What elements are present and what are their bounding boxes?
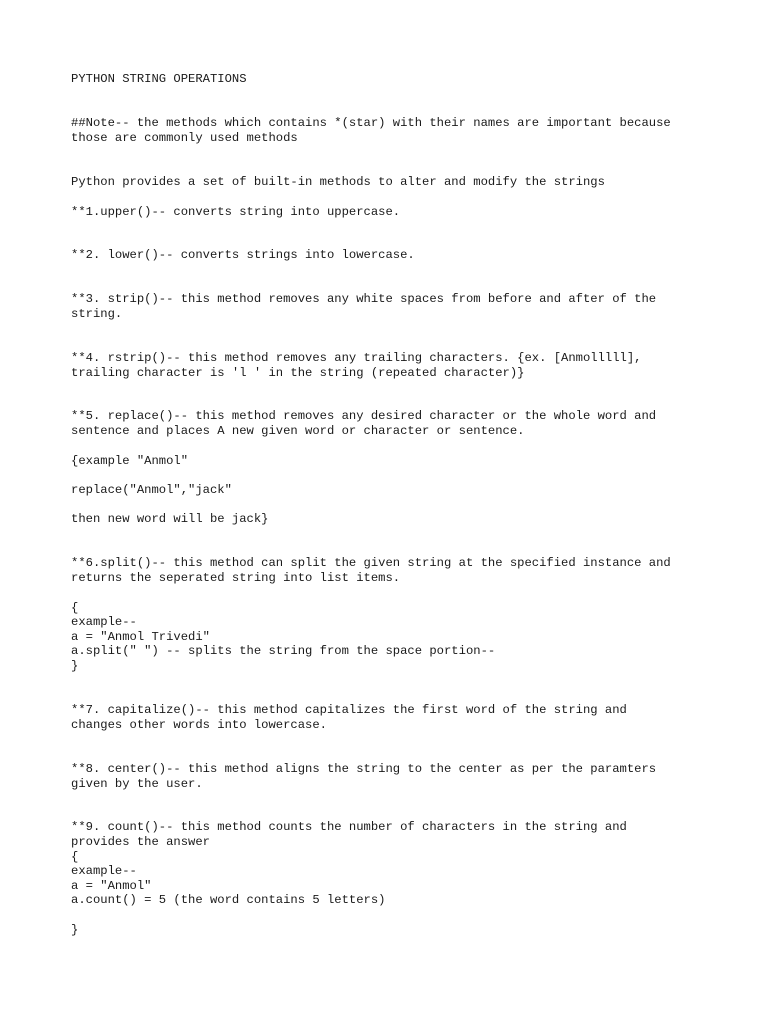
count-example-line-3: a = "Anmol" (71, 879, 152, 893)
replace-example-line-2: replace("Anmol","jack" (71, 483, 232, 497)
item-split-line-2: returns the seperated string into list items. (71, 571, 401, 585)
item-upper: **1.upper()-- converts string into uppercase. (71, 205, 401, 219)
item-rstrip-line-1: **4. rstrip()-- this method removes any trailing characters. {ex. [Anmolllll], (71, 351, 642, 365)
count-example-line-4: a.count() = 5 (the word contains 5 letters) (71, 893, 386, 907)
replace-example-line-3: then new word will be jack} (71, 512, 269, 526)
split-example-line-1: { (71, 601, 79, 615)
item-center-line-2: given by the user. (71, 777, 203, 791)
item-replace-line-2: sentence and places A new given word or character or sentence. (71, 424, 525, 438)
item-replace-line-1: **5. replace()-- this method removes any desired character or the whole word and (71, 409, 657, 423)
item-capitalize-line-2: changes other words into lowercase. (71, 718, 327, 732)
split-example-line-2: example-- (71, 615, 137, 629)
item-count-line-1: **9. count()-- this method counts the number of characters in the string and (71, 820, 627, 834)
item-count-line-2: provides the answer (71, 835, 210, 849)
intro-text: Python provides a set of built-in methods to alter and modify the strings (71, 175, 605, 189)
item-strip-line-2: string. (71, 307, 123, 321)
document-title: PYTHON STRING OPERATIONS (71, 72, 247, 86)
note-line-1: ##Note-- the methods which contains *(star) with their names are important because (71, 116, 671, 130)
item-split-line-1: **6.split()-- this method can split the given string at the specified instance and (71, 556, 671, 570)
count-example-line-1: { (71, 850, 79, 864)
item-strip-line-1: **3. strip()-- this method removes any white spaces from before and after of the (71, 292, 657, 306)
split-example-line-3: a = "Anmol Trivedi" (71, 630, 210, 644)
count-example-line-2: example-- (71, 864, 137, 878)
split-example-line-4: a.split(" ") -- splits the string from the space portion-- (71, 644, 496, 658)
item-center-line-1: **8. center()-- this method aligns the string to the center as per the paramters (71, 762, 657, 776)
item-capitalize-line-1: **7. capitalize()-- this method capitalizes the first word of the string and (71, 703, 627, 717)
replace-example-line-1: {example "Anmol" (71, 454, 189, 468)
item-lower: **2. lower()-- converts strings into lowercase. (71, 248, 415, 262)
split-example-line-5: } (71, 659, 79, 673)
note-line-2: those are commonly used methods (71, 131, 298, 145)
count-example-line-5: } (71, 923, 79, 937)
item-rstrip-line-2: trailing character is 'l ' in the string (repeated character)} (71, 366, 525, 380)
